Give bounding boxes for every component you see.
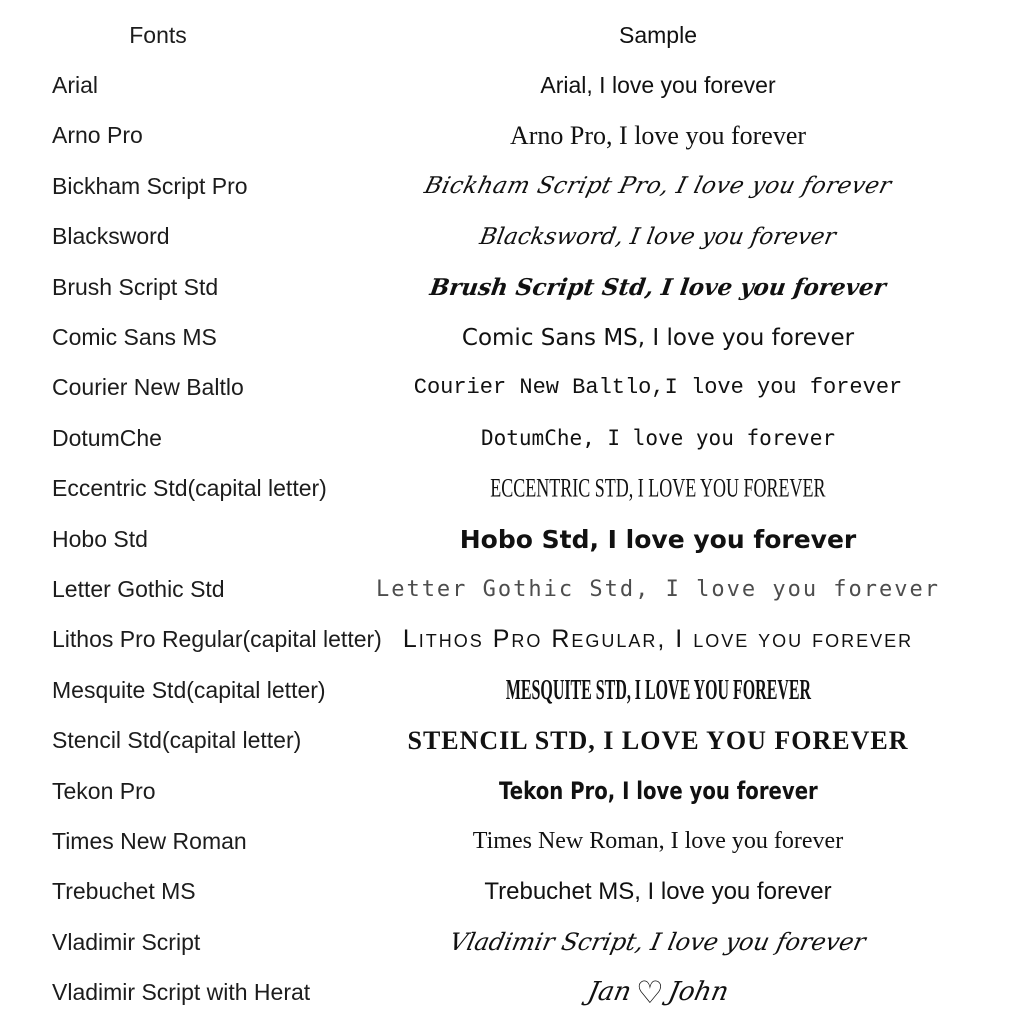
font-sample-cell <box>340 928 1024 956</box>
font-sample-text: Brush Script Std, I love you forever <box>428 273 888 301</box>
font-sample-cell <box>340 121 1024 151</box>
font-sample-cell <box>340 674 1024 707</box>
table-row <box>0 111 1024 161</box>
font-sample-cell <box>340 173 1024 199</box>
font-sample-text: Courier New Baltlo,I love you forever <box>413 375 903 401</box>
table-row <box>0 312 1024 362</box>
table-row <box>0 60 1024 110</box>
font-sample-cell <box>340 828 1024 855</box>
font-name-label: Lithos Pro Regular(capital letter) <box>52 626 382 653</box>
sample-column-header: Sample <box>619 21 697 48</box>
table-row <box>0 262 1024 312</box>
font-sample-cell <box>340 426 1024 450</box>
table-row <box>0 212 1024 262</box>
font-name-label: Trebuchet MS <box>52 878 196 905</box>
font-sample-text: Arial, I love you forever <box>540 72 776 99</box>
font-sample-text: Times New Roman, I love you forever <box>472 827 844 854</box>
font-sample-cell <box>340 224 1024 250</box>
table-row <box>0 161 1024 211</box>
font-name-label: Tekon Pro <box>52 777 156 804</box>
font-name-label: Letter Gothic Std <box>52 575 225 602</box>
font-sample-text: Arno Pro, I love you forever <box>509 120 807 150</box>
font-name-label: Courier New Baltlo <box>52 374 244 401</box>
font-sample-cell <box>340 375 1024 400</box>
table-row <box>0 413 1024 463</box>
font-name-label: Vladimir Script <box>52 928 201 955</box>
sample-text-left: Jan <box>584 976 635 1007</box>
font-sample-cell <box>340 625 1024 654</box>
font-name-label: Mesquite Std(capital letter) <box>52 676 326 703</box>
font-sample-cell <box>340 975 1024 1011</box>
table-row <box>0 766 1024 816</box>
font-name-label: Brush Script Std <box>52 273 219 300</box>
table-row <box>0 867 1024 917</box>
font-table-body <box>0 60 1024 1017</box>
heart-icon: ♡ <box>635 974 664 1011</box>
font-sample-cell <box>340 325 1024 351</box>
font-sample-cell <box>340 878 1024 906</box>
table-row <box>0 363 1024 413</box>
table-row <box>0 464 1024 514</box>
fonts-column-header: Fonts <box>129 21 187 48</box>
font-sample-text: DotumChe, I love you forever <box>480 426 835 451</box>
font-name-label: Blacksword <box>52 223 170 250</box>
font-name-label: Hobo Std <box>52 525 148 552</box>
font-sample-cell <box>340 72 1024 99</box>
font-name-label: Vladimir Script with Herat <box>52 979 311 1006</box>
font-sample-text: Tekon Pro, I love you forever <box>498 777 818 806</box>
table-row <box>0 917 1024 967</box>
font-sample-cell <box>340 525 1024 554</box>
font-sample-cell <box>340 726 1024 756</box>
font-sample-cell <box>340 274 1024 301</box>
table-row <box>0 816 1024 866</box>
font-sample-text: Lithos Pro Regular, I love you forever <box>402 625 914 654</box>
font-sample-text: Trebuchet MS, I love you forever <box>484 877 832 905</box>
font-sample-cell <box>340 777 1024 805</box>
font-sample-text: Blacksword, I love you forever <box>477 223 839 250</box>
font-sample-text: MESQUITE STD, I LOVE YOU FOREVER <box>505 673 811 706</box>
table-row <box>0 665 1024 715</box>
font-sample-text: STENCIL STD, I LOVE YOU FOREVER <box>407 725 909 755</box>
font-name-label: Times New Roman <box>52 827 247 854</box>
font-sample-text: Comic Sans MS, I love you forever <box>461 324 855 351</box>
font-name-label: Arno Pro <box>52 122 143 149</box>
font-sample-text: Hobo Std, I love you forever <box>459 524 857 554</box>
font-name-label: Bickham Script Pro <box>52 172 248 199</box>
font-name-label: DotumChe <box>52 424 162 451</box>
table-row <box>0 514 1024 564</box>
font-sample-text: Bickham Script Pro, I love you forever <box>421 173 895 200</box>
table-row <box>0 967 1024 1017</box>
font-sample-cell <box>340 577 1024 602</box>
table-header-row <box>0 10 1024 60</box>
font-name-label: Arial <box>52 72 99 99</box>
table-row <box>0 715 1024 765</box>
font-sample-text: ECCENTRIC STD, I LOVE YOU FOREVER <box>490 474 826 503</box>
table-row <box>0 615 1024 665</box>
font-name-label: Stencil Std(capital letter) <box>52 727 302 754</box>
font-name-label: Comic Sans MS <box>52 324 217 351</box>
font-sample-text: Letter Gothic Std, I love you forever <box>375 576 941 602</box>
font-name-label: Eccentric Std(capital letter) <box>52 475 327 502</box>
font-sample-text <box>584 975 732 1011</box>
sample-text-right: John <box>665 976 732 1007</box>
font-sample-text: Vladimir Script, I love you forever <box>447 928 869 957</box>
font-sample-cell <box>340 475 1024 503</box>
table-row <box>0 564 1024 614</box>
